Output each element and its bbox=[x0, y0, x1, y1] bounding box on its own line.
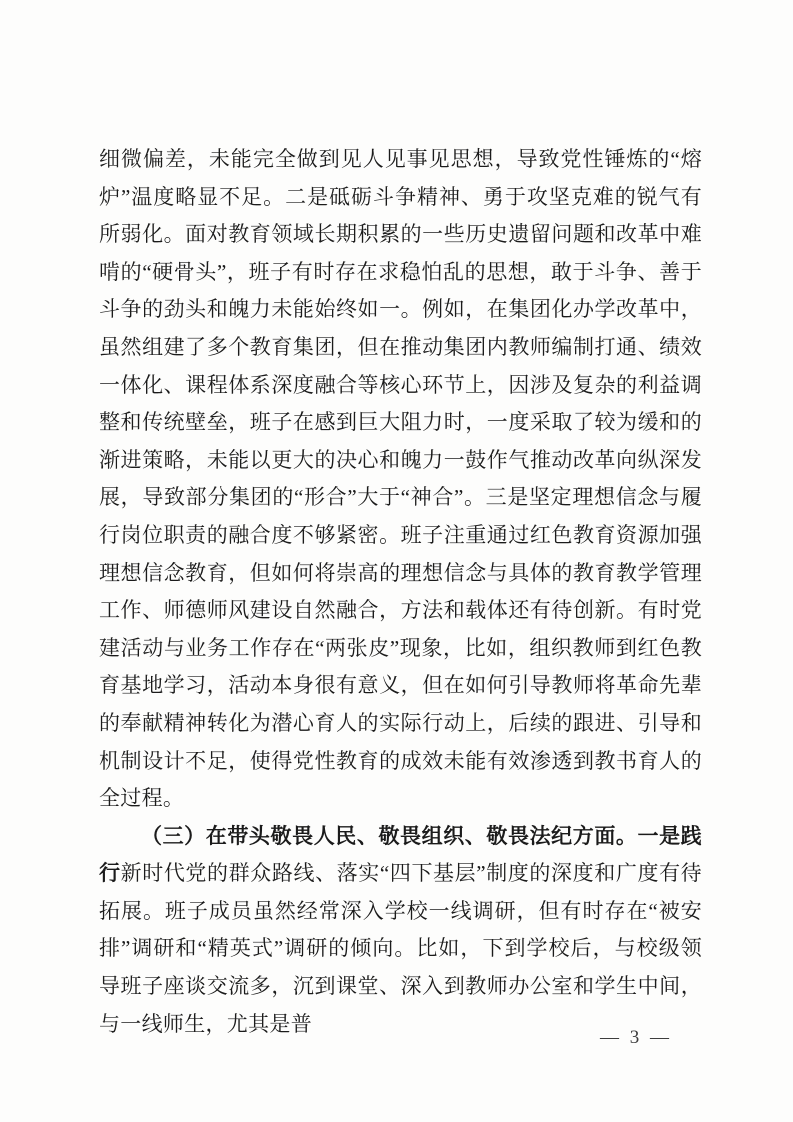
text-run: 细微偏差，未能完全做到见人见事见思想，导致党性锤炼的“熔炉”温度略显不足。二是砥砺斗争精神、勇于攻坚克难的锐气有所弱化。面对教育领域长期积累的一些历史遗留问题和改革中难啃的“硬骨头”，班子有时存在求稳怕乱的思想，敢于斗争、善于斗争的劲头和魄力未能始终如一。例如，在集团化办学改革中，虽然组建了多个教育集团，但在推动集团内教师编制打通、绩效一体化、课程体系深度融合等核心环节上，因涉及复杂的利益调整和传统壁垒，班子在感到巨大阻力时，一度采取了较为缓和的渐进策略，未能以更大的决心和魄力一鼓作气推动改革向纵深发展，导致部分集团的“形合”大于“神合”。三是坚定理想信念与履行岗位职责的融合度不够紧密。班子注重通过红色教育资源加强理想信念教育，但如何将崇高的理想信念与具体的教育教学管理工作、师德师风建设自然融合，方法和载体还有待创新。有时党建活动与业务工作存在“两张皮”现象，比如，组织教师到红色教育基地学习，活动本身很有意义，但在如何引导教师将革命先辈的奉献精神转化为潜心育人的实际行动上，后续的跟进、引导和机制设计不足，使得党性教育的成效未能有效渗透到教书育人的全过程。 bbox=[99, 147, 702, 811]
text-run: 新时代党的群众路线、落实“四下基层”制度的深度和广度有待拓展。班子成员虽然经常深入学校一线调研，但有时存在“被安排”调研和“精英式”调研的倾向。比如，下到学校后，与校级领导班子座谈交流多，沉到课堂、深入到教师办公室和学生中间，与一线师生，尤其是普 bbox=[99, 861, 702, 1036]
paragraph-section-three bbox=[99, 818, 702, 1044]
page-number: — 3 — bbox=[600, 1027, 672, 1048]
bold-text-run: （三）在带头敬畏人民、敬畏组织、敬畏法纪方面。一是践行 bbox=[99, 823, 702, 886]
document-body bbox=[99, 141, 702, 1043]
paragraph-continuation bbox=[99, 141, 702, 818]
